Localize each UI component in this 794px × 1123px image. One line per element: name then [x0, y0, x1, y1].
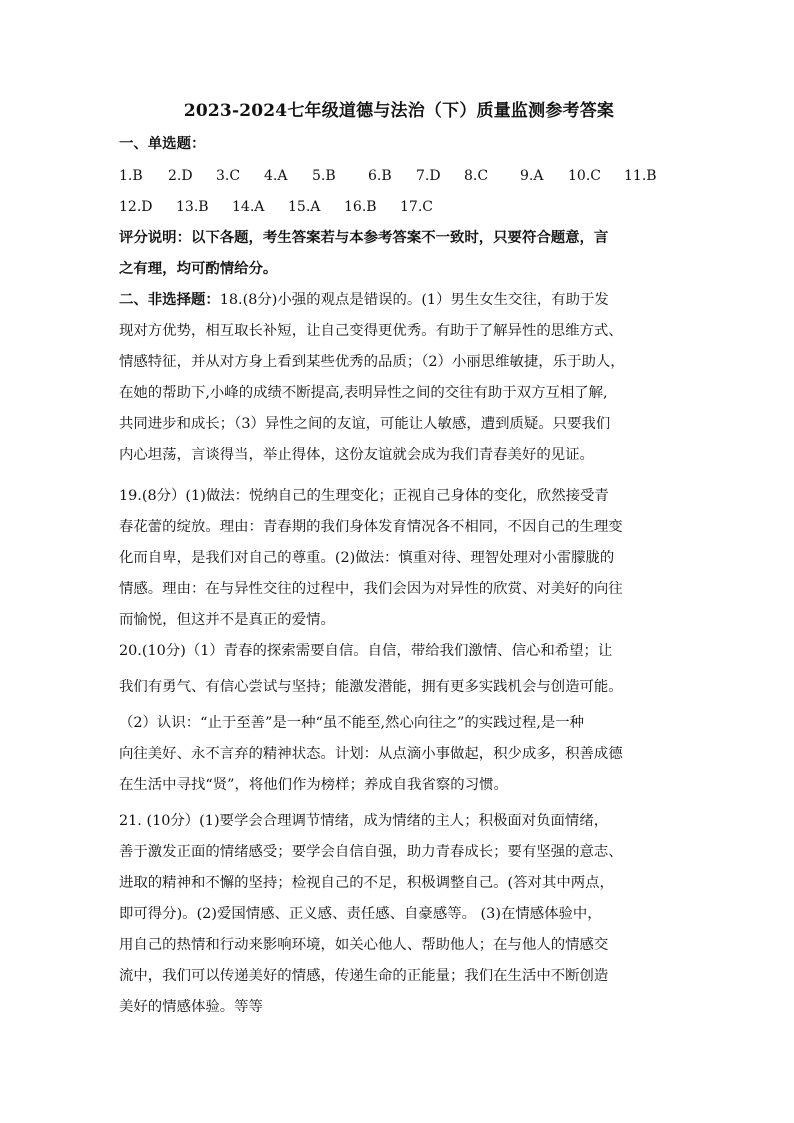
answer-item: 9.A — [520, 168, 544, 184]
answer-item: 15.A — [288, 199, 321, 215]
section-heading-non-choice: 二、非选择题： — [119, 291, 220, 308]
answer-item: 5.B — [312, 168, 336, 184]
q21-line-3: 进取的精神和不懈的坚持；检视自己的不足，积极调整自己。(答对其中两点， — [119, 875, 614, 891]
q18-line-3: 情感特征，并从对方身上看到某些优秀的品质；（2）小丽思维敏捷，乐于助人， — [119, 354, 625, 370]
scoring-note-line-1: 评分说明：以下各题，考生答案若与本参考答案不一致时，只要符合题意，言 — [119, 229, 609, 246]
answer-item: 7.D — [416, 168, 441, 184]
answer-item: 17.C — [400, 199, 433, 215]
answer-item: 10.C — [568, 168, 601, 184]
answer-item: 6.B — [368, 168, 392, 184]
q20-line-5: 在生活中寻找“贤”，将他们作为榜样；养成自我省察的习惯。 — [119, 777, 508, 793]
q19-line-5: 而愉悦，但这并不是真正的爱情。 — [119, 612, 335, 628]
q20-line-1: 20.(10分)（1）青春的探索需要自信。自信，带给我们激情、信心和希望；让 — [119, 643, 613, 659]
q20-line-2: 我们有勇气、有信心尝试与坚持；能激发潜能，拥有更多实践机会与创造可能。 — [119, 679, 623, 695]
answer-item: 4.A — [264, 168, 288, 184]
q18-line-4: 在她的帮助下,小峰的成绩不断提高,表明异性之间的交往有助于双方互相了解, — [119, 385, 608, 401]
answer-item: 11.B — [624, 168, 657, 184]
q20-line-4: 向往美好、永不言弃的精神状态。计划：从点滴小事做起，积少成多，积善成德 — [119, 746, 623, 762]
q19-line-2: 春花蕾的绽放。理由：青春期的我们身体发育情况各不相同，不因自己的生理变 — [119, 519, 623, 535]
q21-line-4: 即可得分)。(2)爱国情感、正义感、责任感、自豪感等。 (3)在情感体验中， — [119, 906, 602, 922]
answer-item: 1.B — [119, 168, 143, 184]
q18-line-1 — [119, 290, 609, 310]
q21-line-1: 21. (10分）(1)要学会合理调节情绪，成为情绪的主人；积极面对负面情绪， — [119, 813, 609, 829]
answer-item: 16.B — [344, 199, 377, 215]
page-title: 2023-2024七年级道德与法治（下）质量监测参考答案 — [183, 101, 615, 121]
q19-line-1: 19.(8分）(1)做法：悦纳自己的生理变化；正视自己身体的变化，欣然接受青 — [119, 488, 609, 504]
q21-line-2: 善于激发正面的情绪感受；要学会自信自强，助力青春成长；要有坚强的意志、 — [119, 844, 623, 860]
answer-item: 13.B — [176, 199, 209, 215]
scoring-note-line-2: 之有理，均可酌情给分。 — [119, 260, 278, 277]
q19-line-4: 情感。理由：在与异性交往的过程中，我们会因为对异性的欣赏、对美好的向往 — [119, 581, 623, 597]
q21-line-5: 用自己的热情和行动来影响环境，如关心他人、帮助他人；在与他人的情感交 — [119, 937, 609, 953]
q18-text: 18.(8分)小强的观点是错误的。(1）男生女生交往，有助于发 — [219, 292, 609, 308]
q18-line-2: 现对方优势，相互取长补短，让自己变得更优秀。有助于了解异性的思维方式、 — [119, 323, 623, 339]
answer-item: 12.D — [119, 199, 153, 215]
answer-item: 3.C — [216, 168, 241, 184]
q21-line-7: 美好的情感体验。等等 — [119, 999, 263, 1015]
q18-line-6: 内心坦荡，言谈得当，举止得体，这份友谊就会成为我们青春美好的见证。 — [119, 447, 594, 463]
q19-line-3: 化而自卑，是我们对自己的尊重。(2)做法：慎重对待、理智处理对小雷朦胧的 — [119, 550, 615, 566]
q21-line-6: 流中，我们可以传递美好的情感，传递生命的正能量；我们在生活中不断创造 — [119, 968, 609, 984]
q20-line-3: （2）认识：“止于至善”是一种“虽不能至,然心向往之”的实践过程,是一种 — [119, 715, 585, 731]
answer-item: 8.C — [464, 168, 489, 184]
answer-item: 2.D — [168, 168, 193, 184]
q18-line-5: 共同进步和成长；（3）异性之间的友谊，可能让人敏感，遭到质疑。只要我们 — [119, 416, 611, 432]
answer-item: 14.A — [232, 199, 265, 215]
section-heading-single-choice: 一、单选题： — [119, 135, 206, 152]
